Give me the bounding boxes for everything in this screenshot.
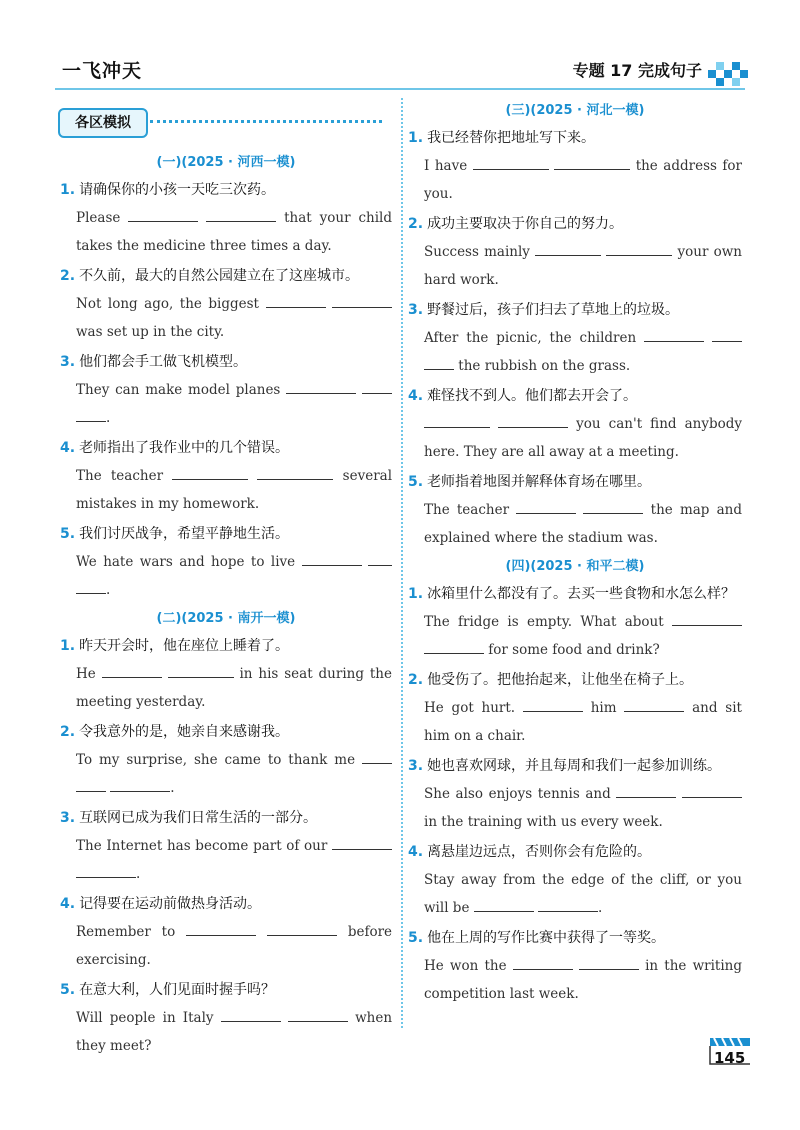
answer-blank[interactable] bbox=[513, 955, 573, 970]
answer-blank[interactable] bbox=[523, 697, 583, 712]
page-number: 145 bbox=[714, 1049, 746, 1067]
question-item bbox=[408, 752, 742, 836]
question-en: The teacher bbox=[424, 502, 510, 518]
header-rule bbox=[55, 88, 745, 90]
question-en: He won the bbox=[424, 958, 507, 974]
question-en: The Internet has become part of our bbox=[76, 838, 328, 854]
question-en: Remember to bbox=[76, 924, 176, 940]
question-en: . bbox=[170, 780, 175, 796]
question-item bbox=[408, 580, 742, 664]
question-en: when they meet? bbox=[76, 1010, 393, 1054]
question-en: you can't find anybody here. They are all away at a meeting. bbox=[424, 416, 743, 460]
question-item bbox=[60, 976, 392, 1060]
answer-blank[interactable] bbox=[644, 327, 704, 342]
question-en: The teacher bbox=[76, 468, 164, 484]
answer-blank[interactable] bbox=[168, 663, 234, 678]
question-zh: 记得要在运动前做热身活动。 bbox=[79, 896, 262, 912]
question-item bbox=[408, 666, 742, 750]
question-item bbox=[60, 632, 392, 716]
answer-blank[interactable] bbox=[368, 551, 392, 566]
answer-blank[interactable] bbox=[473, 155, 549, 170]
question-number: 3. bbox=[60, 810, 76, 826]
question-number: 4. bbox=[60, 440, 76, 456]
question-en: Success mainly bbox=[424, 244, 530, 260]
question-zh: 他在上周的写作比赛中获得了一等奖。 bbox=[427, 930, 666, 946]
answer-blank[interactable] bbox=[288, 1007, 348, 1022]
answer-blank[interactable] bbox=[583, 499, 643, 514]
question-en: We hate wars and hope to live bbox=[76, 554, 296, 570]
question-number: 1. bbox=[60, 638, 76, 654]
question-en: Stay away from the edge of the cliff, or you will be bbox=[424, 872, 742, 916]
question-zh: 互联网已成为我们日常生活的一部分。 bbox=[79, 810, 318, 826]
question-zh: 不久前，最大的自然公园建立在了这座城市。 bbox=[79, 268, 360, 284]
question-number: 4. bbox=[60, 896, 76, 912]
answer-blank[interactable] bbox=[606, 241, 672, 256]
brand-logo: 一飞冲天 bbox=[62, 60, 143, 82]
question-en: your own hard work. bbox=[424, 244, 743, 288]
question-item bbox=[408, 468, 742, 552]
answer-blank[interactable] bbox=[172, 465, 248, 480]
answer-blank[interactable] bbox=[424, 355, 454, 370]
question-zh: 老师指着地图并解释体育场在哪里。 bbox=[427, 474, 652, 490]
answer-blank[interactable] bbox=[221, 1007, 281, 1022]
group-head: (三)(2025 · 河北一模) bbox=[505, 103, 645, 118]
question-zh: 我已经替你把地址写下来。 bbox=[427, 130, 596, 146]
question-en: To my surprise, she came to thank me bbox=[76, 752, 356, 768]
question-zh: 老师指出了我作业中的几个错误。 bbox=[79, 440, 290, 456]
question-zh: 成功主要取决于你自己的努力。 bbox=[427, 216, 624, 232]
question-item bbox=[60, 718, 392, 802]
question-en: I have bbox=[424, 158, 468, 174]
column-divider bbox=[401, 98, 403, 1028]
answer-blank[interactable] bbox=[682, 783, 742, 798]
group-head: (二)(2025 · 南开一模) bbox=[156, 611, 296, 626]
question-number: 5. bbox=[408, 474, 424, 490]
question-zh: 冰箱里什么都没有了。去买一些食物和水怎么样？ bbox=[427, 586, 736, 602]
answer-blank[interactable] bbox=[516, 499, 576, 514]
question-en: He got hurt. bbox=[424, 700, 516, 716]
answer-blank[interactable] bbox=[110, 777, 170, 792]
question-number: 2. bbox=[60, 268, 76, 284]
question-en: that your child takes the medicine three times a day. bbox=[76, 210, 392, 254]
answer-blank[interactable] bbox=[257, 465, 333, 480]
question-en: in the writing competition last week. bbox=[424, 958, 742, 1002]
question-zh: 难怪找不到人。他们都去开会了。 bbox=[427, 388, 638, 404]
question-en: in the training with us every week. bbox=[424, 814, 663, 830]
question-item bbox=[408, 296, 742, 380]
question-zh: 他们都会手工做飞机模型。 bbox=[79, 354, 248, 370]
question-number: 1. bbox=[408, 586, 424, 602]
question-number: 2. bbox=[408, 672, 424, 688]
question-item bbox=[60, 176, 392, 260]
question-zh: 在意大利，人们见面时握手吗？ bbox=[79, 982, 276, 998]
answer-blank[interactable] bbox=[332, 293, 392, 308]
answer-blank[interactable] bbox=[554, 155, 630, 170]
question-number: 3. bbox=[60, 354, 76, 370]
question-zh: 令我意外的是，她亲自来感谢我。 bbox=[79, 724, 290, 740]
question-item bbox=[60, 262, 392, 346]
question-en: the address for you. bbox=[424, 158, 742, 202]
answer-blank[interactable] bbox=[76, 863, 136, 878]
question-en: He bbox=[76, 666, 96, 682]
answer-blank[interactable] bbox=[76, 579, 106, 594]
answer-blank[interactable] bbox=[535, 241, 601, 256]
question-en: Not long ago, the biggest bbox=[76, 296, 259, 312]
question-number: 5. bbox=[408, 930, 424, 946]
section-title: 各区模拟 bbox=[58, 108, 148, 138]
question-item bbox=[60, 348, 392, 432]
question-en: . bbox=[106, 582, 111, 598]
question-en: Please bbox=[76, 210, 121, 226]
question-item bbox=[408, 210, 742, 294]
question-item bbox=[408, 924, 742, 1008]
section-dots bbox=[150, 120, 382, 123]
group-head: (四)(2025 · 和平二模) bbox=[505, 559, 645, 574]
question-number: 2. bbox=[408, 216, 424, 232]
answer-blank[interactable] bbox=[102, 663, 162, 678]
answer-blank[interactable] bbox=[266, 293, 326, 308]
answer-blank[interactable] bbox=[424, 413, 490, 428]
question-en: They can make model planes bbox=[76, 382, 281, 398]
question-item bbox=[60, 520, 392, 604]
question-zh: 离悬崖边远点，否则你会有危险的。 bbox=[427, 844, 652, 860]
answer-blank[interactable] bbox=[424, 639, 484, 654]
question-number: 5. bbox=[60, 982, 76, 998]
question-en: After the picnic, the children bbox=[424, 330, 637, 346]
question-en: The fridge is empty. What about bbox=[424, 614, 664, 630]
question-item bbox=[408, 124, 742, 208]
question-number: 3. bbox=[408, 302, 424, 318]
question-zh: 我们讨厌战争，希望平静地生活。 bbox=[79, 526, 290, 542]
left-column bbox=[60, 150, 392, 1062]
page-number-badge bbox=[708, 1036, 752, 1066]
question-en: before exercising. bbox=[76, 924, 393, 968]
topic-title: 专题 17 完成句子 bbox=[572, 61, 702, 80]
question-number: 2. bbox=[60, 724, 76, 740]
answer-blank[interactable] bbox=[474, 897, 534, 912]
question-number: 1. bbox=[408, 130, 424, 146]
question-en: was set up in the city. bbox=[76, 324, 225, 340]
answer-blank[interactable] bbox=[76, 407, 106, 422]
question-en: the map and explained where the stadium was. bbox=[424, 502, 743, 546]
answer-blank[interactable] bbox=[362, 379, 392, 394]
question-en: . bbox=[106, 410, 111, 426]
answer-blank[interactable] bbox=[672, 611, 742, 626]
question-zh: 她也喜欢网球，并且每周和我们一起参加训练。 bbox=[427, 758, 722, 774]
answer-blank[interactable] bbox=[712, 327, 742, 342]
answer-blank[interactable] bbox=[186, 921, 256, 936]
answer-blank[interactable] bbox=[498, 413, 568, 428]
group-head: (一)(2025 · 河西一模) bbox=[156, 155, 296, 170]
question-item bbox=[60, 890, 392, 974]
question-zh: 昨天开会时，他在座位上睡着了。 bbox=[79, 638, 290, 654]
question-en: several mistakes in my homework. bbox=[76, 468, 393, 512]
question-item bbox=[408, 382, 742, 466]
right-column bbox=[408, 98, 742, 1010]
question-number: 3. bbox=[408, 758, 424, 774]
answer-blank[interactable] bbox=[206, 207, 276, 222]
question-en: in his seat during the meeting yesterday. bbox=[76, 666, 392, 710]
question-item bbox=[60, 804, 392, 888]
question-item bbox=[408, 838, 742, 922]
question-en: and sit him on a chair. bbox=[424, 700, 742, 744]
answer-blank[interactable] bbox=[362, 749, 392, 764]
answer-blank[interactable] bbox=[579, 955, 639, 970]
question-number: 4. bbox=[408, 388, 424, 404]
answer-blank[interactable] bbox=[267, 921, 337, 936]
question-item bbox=[60, 434, 392, 518]
answer-blank[interactable] bbox=[538, 897, 598, 912]
question-en: . bbox=[598, 900, 603, 916]
answer-blank[interactable] bbox=[624, 697, 684, 712]
question-number: 5. bbox=[60, 526, 76, 542]
question-zh: 请确保你的小孩一天吃三次药。 bbox=[79, 182, 276, 198]
question-number: 1. bbox=[60, 182, 76, 198]
question-en: . bbox=[136, 866, 141, 882]
question-number: 4. bbox=[408, 844, 424, 860]
question-en: Will people in Italy bbox=[76, 1010, 214, 1026]
question-en: She also enjoys tennis and bbox=[424, 786, 611, 802]
answer-blank[interactable] bbox=[76, 777, 106, 792]
answer-blank[interactable] bbox=[128, 207, 198, 222]
answer-blank[interactable] bbox=[286, 379, 356, 394]
question-zh: 野餐过后，孩子们扫去了草地上的垃圾。 bbox=[427, 302, 680, 318]
question-zh: 他受伤了。把他抬起来，让他坐在椅子上。 bbox=[427, 672, 694, 688]
answer-blank[interactable] bbox=[332, 835, 392, 850]
question-en: for some food and drink? bbox=[488, 642, 660, 658]
question-en: him bbox=[590, 700, 617, 716]
checker-decoration-icon bbox=[708, 56, 748, 86]
question-en: the rubbish on the grass. bbox=[458, 358, 631, 374]
answer-blank[interactable] bbox=[616, 783, 676, 798]
answer-blank[interactable] bbox=[302, 551, 362, 566]
